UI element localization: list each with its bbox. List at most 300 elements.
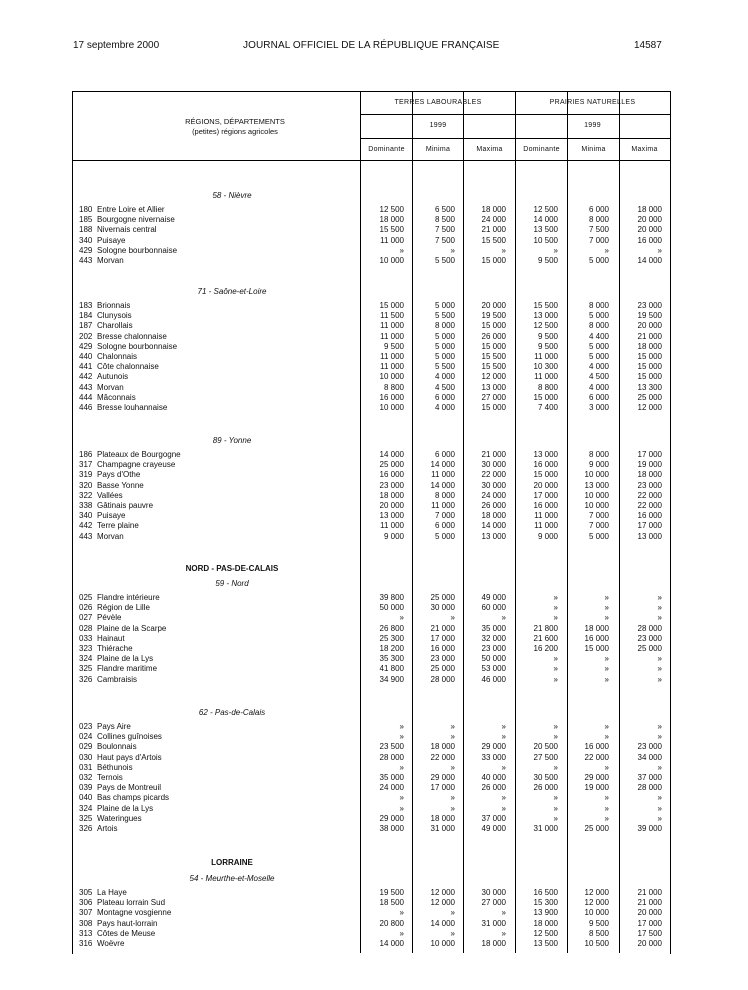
- table-row: [0, 205, 748, 215]
- region-name: [97, 215, 355, 225]
- region-name: [97, 301, 355, 311]
- value-cell: 10 500: [533, 235, 558, 245]
- value-cell: 10 000: [584, 908, 609, 918]
- value-cell: 15 000: [637, 352, 662, 361]
- value-cell: 8 000: [588, 450, 609, 459]
- value-cell: 25 000: [430, 664, 455, 674]
- value-cell: 27 000: [481, 392, 506, 402]
- value-cell: 5 000: [588, 341, 609, 351]
- region-name-label: Cambraisis: [97, 674, 138, 684]
- value-cell: 27 500: [533, 752, 558, 762]
- value-cell: »: [657, 803, 662, 813]
- table-row: [0, 939, 748, 949]
- value-cell: 39 000: [637, 824, 662, 833]
- value-cell: 34 900: [379, 674, 404, 684]
- value-cell: »: [450, 803, 455, 813]
- region-code: 319: [79, 470, 93, 480]
- value-cell: 16 000: [533, 501, 558, 510]
- region-name: [97, 793, 355, 803]
- value-cell: »: [450, 908, 455, 918]
- region-name: [97, 460, 355, 470]
- value-cell: 16 500: [533, 888, 558, 897]
- value-cell: 8 000: [588, 321, 609, 331]
- table-row: [0, 256, 748, 266]
- region-name: [97, 753, 355, 763]
- value-cell: 25 300: [379, 633, 404, 643]
- value-cell: 12 000: [430, 888, 455, 897]
- value-cell: 6 000: [434, 450, 455, 459]
- value-cell: »: [604, 803, 609, 813]
- value-cell: 12 000: [584, 888, 609, 897]
- region-name: [97, 722, 355, 732]
- region-code: 185: [79, 215, 93, 225]
- value-cell: 24 000: [379, 783, 404, 793]
- region-name-label: Plaine de la Scarpe: [97, 623, 167, 633]
- col-minima-1: Minima: [425, 146, 451, 153]
- region-name: [97, 393, 355, 403]
- region-name-label: Basse Yonne: [97, 480, 144, 490]
- value-cell: 20 000: [637, 321, 662, 331]
- region-code: 188: [79, 225, 93, 235]
- value-cell: 10 300: [533, 362, 558, 372]
- value-cell: 13 900: [533, 908, 558, 918]
- region-code: 305: [79, 888, 93, 897]
- value-cell: »: [604, 603, 609, 613]
- value-cell: 40 000: [481, 773, 506, 782]
- year-terres: 1999: [429, 122, 447, 129]
- value-cell: 5 000: [588, 256, 609, 265]
- value-cell: 11 000: [534, 511, 558, 521]
- value-cell: 35 000: [379, 773, 404, 782]
- table-row: [0, 624, 748, 634]
- region-code: 308: [79, 918, 93, 928]
- value-cell: 15 000: [481, 341, 506, 351]
- value-cell: 15 500: [379, 225, 404, 235]
- section-heading: NORD - PAS-DE-CALAIS: [185, 564, 279, 573]
- value-cell: 15 500: [533, 301, 558, 310]
- value-cell: 26 000: [533, 783, 558, 793]
- region-name-label: Béthunois: [97, 762, 133, 772]
- table-row: [0, 403, 748, 413]
- region-code: 440: [79, 352, 93, 361]
- region-name-label: Thiérache: [97, 644, 133, 653]
- table-row: [0, 783, 748, 793]
- value-cell: »: [657, 674, 662, 684]
- region-code: 323: [79, 644, 93, 653]
- value-cell: 17 000: [637, 521, 662, 531]
- region-code: 202: [79, 331, 93, 341]
- region-code: 032: [79, 773, 93, 782]
- region-name: [97, 763, 355, 773]
- value-cell: 28 000: [430, 674, 455, 684]
- region-code: 324: [79, 803, 93, 813]
- region-name-label: Région de Lille: [97, 603, 150, 613]
- value-cell: 11 000: [380, 362, 404, 372]
- value-cell: 18 000: [637, 470, 662, 480]
- table-row: [0, 613, 748, 623]
- value-cell: »: [501, 762, 506, 772]
- group-terres-labourables: TERRES LABOURABLES: [394, 99, 482, 106]
- value-cell: »: [553, 722, 558, 731]
- region-code: 187: [79, 321, 93, 331]
- value-cell: »: [399, 762, 404, 772]
- region-name: [97, 342, 355, 352]
- region-code: 024: [79, 732, 93, 742]
- value-cell: 22 000: [430, 752, 455, 762]
- value-cell: 11 000: [380, 321, 404, 331]
- value-cell: 24 000: [481, 215, 506, 225]
- table-row: [0, 521, 748, 531]
- value-cell: 20 500: [533, 742, 558, 752]
- value-cell: »: [450, 245, 455, 255]
- value-cell: 11 000: [431, 470, 455, 480]
- region-code: 443: [79, 382, 93, 392]
- value-cell: »: [604, 245, 609, 255]
- value-cell: 18 500: [379, 898, 404, 908]
- value-cell: 21 000: [481, 450, 506, 459]
- region-name: [97, 898, 355, 908]
- value-cell: »: [501, 803, 506, 813]
- value-cell: 14 000: [430, 918, 455, 928]
- section-heading: 62 - Pas-de-Calais: [198, 708, 266, 717]
- table-row: [0, 888, 748, 898]
- value-cell: 3 000: [588, 403, 609, 412]
- region-name: [97, 352, 355, 362]
- value-cell: 13 000: [379, 511, 404, 521]
- region-name: [97, 521, 355, 531]
- value-cell: »: [553, 732, 558, 742]
- value-cell: »: [657, 813, 662, 823]
- value-cell: 30 000: [481, 480, 506, 490]
- value-cell: 5 000: [588, 352, 609, 361]
- value-cell: 23 000: [481, 644, 506, 653]
- value-cell: 10 500: [584, 939, 609, 948]
- table-row: [0, 654, 748, 664]
- value-cell: »: [553, 613, 558, 623]
- region-code: 307: [79, 908, 93, 918]
- value-cell: 13 500: [533, 939, 558, 948]
- section-heading: 71 - Saône-et-Loire: [197, 287, 267, 296]
- value-cell: 19 500: [481, 311, 506, 321]
- value-cell: 16 000: [430, 644, 455, 653]
- table-row: [0, 824, 748, 834]
- value-cell: 8 000: [588, 215, 609, 225]
- value-cell: 14 000: [481, 521, 506, 531]
- value-cell: 7 400: [537, 403, 558, 412]
- value-cell: 11 000: [380, 521, 404, 531]
- region-code: 325: [79, 813, 93, 823]
- region-name: [97, 675, 355, 685]
- value-cell: »: [450, 732, 455, 742]
- region-name: [97, 939, 355, 949]
- region-name-label: Bourgogne nivernaise: [97, 215, 175, 225]
- region-code: 316: [79, 939, 93, 948]
- value-cell: 35 000: [481, 623, 506, 633]
- table-row: [0, 332, 748, 342]
- table-row: [0, 664, 748, 674]
- value-cell: 14 000: [379, 450, 404, 459]
- value-cell: 20 800: [379, 918, 404, 928]
- region-name: [97, 501, 355, 511]
- table-row: [0, 501, 748, 511]
- value-cell: 18 000: [637, 205, 662, 214]
- region-name-label: Sologne bourbonnaise: [97, 245, 178, 255]
- table-row: [0, 908, 748, 918]
- value-cell: 34 000: [637, 752, 662, 762]
- value-cell: »: [553, 803, 558, 813]
- region-code: 322: [79, 490, 93, 500]
- table-row: [0, 372, 748, 382]
- value-cell: »: [604, 722, 609, 731]
- region-name-label: Pays Aire: [97, 722, 131, 731]
- region-code: 186: [79, 450, 93, 459]
- region-code: 446: [79, 403, 93, 412]
- value-cell: 8 800: [537, 382, 558, 392]
- region-name: [97, 664, 355, 674]
- value-cell: »: [399, 928, 404, 938]
- value-cell: »: [553, 664, 558, 674]
- value-cell: »: [604, 654, 609, 664]
- value-cell: 20 000: [533, 480, 558, 490]
- table-row: [0, 593, 748, 603]
- value-cell: 20 000: [637, 215, 662, 225]
- value-cell: 17 000: [430, 633, 455, 643]
- region-code: 338: [79, 501, 93, 510]
- value-cell: 23 000: [637, 301, 662, 310]
- value-cell: 46 000: [481, 674, 506, 684]
- table-row: [0, 460, 748, 470]
- value-cell: 10 000: [430, 939, 455, 948]
- value-cell: »: [604, 793, 609, 803]
- value-cell: 7 000: [588, 235, 609, 245]
- value-cell: 4 500: [588, 372, 609, 382]
- value-cell: 33 000: [481, 752, 506, 762]
- value-cell: 12 000: [481, 372, 506, 382]
- value-cell: 53 000: [481, 664, 506, 674]
- table-row: [0, 342, 748, 352]
- value-cell: »: [657, 245, 662, 255]
- region-name: [97, 362, 355, 372]
- region-name: [97, 205, 355, 215]
- value-cell: 13 300: [637, 382, 662, 392]
- value-cell: 11 000: [380, 352, 404, 361]
- value-cell: 12 000: [637, 403, 662, 412]
- value-cell: 7 000: [434, 511, 455, 521]
- value-cell: »: [604, 593, 609, 602]
- value-cell: 9 000: [383, 531, 404, 541]
- value-cell: 22 000: [637, 490, 662, 500]
- value-cell: 5 500: [434, 362, 455, 372]
- value-cell: 15 000: [533, 392, 558, 402]
- value-cell: »: [657, 603, 662, 613]
- region-name-label: Haut pays d'Artois: [97, 752, 162, 762]
- value-cell: 10 000: [379, 403, 404, 412]
- value-cell: 22 000: [481, 470, 506, 480]
- value-cell: 5 000: [588, 531, 609, 541]
- value-cell: »: [604, 813, 609, 823]
- value-cell: »: [501, 722, 506, 731]
- value-cell: 5 500: [434, 256, 455, 265]
- table-row: [0, 301, 748, 311]
- value-cell: »: [501, 613, 506, 623]
- value-cell: 25 000: [584, 824, 609, 833]
- region-code: 031: [79, 762, 93, 772]
- region-code: 317: [79, 460, 93, 470]
- region-code: 027: [79, 613, 93, 623]
- region-name-label: Terre plaine: [97, 521, 139, 531]
- region-name-label: Autunois: [97, 372, 129, 382]
- value-cell: 12 500: [379, 205, 404, 214]
- value-cell: »: [450, 722, 455, 731]
- region-name-label: Plateaux de Bourgogne: [97, 450, 181, 459]
- value-cell: 4 000: [588, 382, 609, 392]
- region-name-label: Wateringues: [97, 813, 142, 823]
- value-cell: 11 000: [380, 235, 404, 245]
- region-name: [97, 929, 355, 939]
- region-code: 183: [79, 301, 93, 310]
- value-cell: 4 000: [434, 403, 455, 412]
- value-cell: 39 800: [379, 593, 404, 602]
- table-row: [0, 722, 748, 732]
- value-cell: »: [657, 793, 662, 803]
- value-cell: 18 000: [430, 742, 455, 752]
- value-cell: 7 500: [434, 225, 455, 235]
- region-name-label: Nivernais central: [97, 225, 157, 235]
- region-code: 441: [79, 362, 93, 372]
- region-name-label: Bresse louhannaise: [97, 403, 168, 412]
- value-cell: 10 000: [379, 372, 404, 382]
- value-cell: 26 800: [379, 623, 404, 633]
- value-cell: »: [553, 674, 558, 684]
- table-row: [0, 481, 748, 491]
- region-code: 442: [79, 372, 93, 382]
- value-cell: 23 000: [637, 742, 662, 752]
- value-cell: 31 000: [533, 824, 558, 833]
- value-cell: »: [501, 908, 506, 918]
- value-cell: 17 000: [533, 490, 558, 500]
- region-name-label: Morvan: [97, 382, 124, 392]
- value-cell: 11 000: [534, 521, 558, 531]
- region-code: 026: [79, 603, 93, 613]
- region-name-label: Clunysois: [97, 311, 132, 321]
- value-cell: »: [501, 732, 506, 742]
- value-cell: 13 500: [533, 225, 558, 235]
- value-cell: 20 000: [637, 225, 662, 235]
- value-cell: 17 000: [430, 783, 455, 793]
- region-code: 429: [79, 341, 93, 351]
- region-name: [97, 491, 355, 501]
- value-cell: »: [657, 613, 662, 623]
- region-name: [97, 532, 355, 542]
- value-cell: »: [604, 732, 609, 742]
- value-cell: »: [553, 813, 558, 823]
- table-row: [0, 814, 748, 824]
- region-name-label: Flandre intérieure: [97, 593, 160, 602]
- value-cell: »: [657, 722, 662, 731]
- value-cell: 8 000: [588, 301, 609, 310]
- value-cell: 17 000: [637, 918, 662, 928]
- region-name: [97, 654, 355, 664]
- value-cell: 4 000: [588, 362, 609, 372]
- value-cell: »: [399, 908, 404, 918]
- table-row: [0, 450, 748, 460]
- value-cell: »: [657, 654, 662, 664]
- value-cell: 50 000: [481, 654, 506, 664]
- region-code: 325: [79, 664, 93, 674]
- col-dominante-1: Dominante: [368, 146, 405, 153]
- value-cell: 26 000: [481, 501, 506, 510]
- value-cell: 18 200: [379, 644, 404, 653]
- value-cell: 9 500: [537, 331, 558, 341]
- value-cell: 8 000: [434, 321, 455, 331]
- value-cell: »: [553, 654, 558, 664]
- value-cell: »: [553, 603, 558, 613]
- region-name-label: Pays de Montreuil: [97, 783, 162, 793]
- table-row: [0, 225, 748, 235]
- value-cell: 5 000: [434, 301, 455, 310]
- value-cell: 21 600: [533, 633, 558, 643]
- value-cell: 16 000: [379, 470, 404, 480]
- region-name-label: Plateau lorrain Sud: [97, 898, 166, 908]
- value-cell: 37 000: [481, 813, 506, 823]
- value-cell: 14 000: [533, 215, 558, 225]
- region-code: 029: [79, 742, 93, 752]
- region-code: 033: [79, 633, 93, 643]
- region-code: 443: [79, 531, 93, 541]
- value-cell: 15 000: [533, 470, 558, 480]
- value-cell: 14 000: [379, 939, 404, 948]
- value-cell: 17 000: [637, 450, 662, 459]
- value-cell: 15 000: [481, 321, 506, 331]
- value-cell: »: [450, 928, 455, 938]
- region-code: 340: [79, 235, 93, 245]
- value-cell: 12 500: [533, 928, 558, 938]
- table-row: [0, 644, 748, 654]
- col-maxima-1: Maxima: [476, 146, 503, 153]
- value-cell: 16 000: [533, 460, 558, 470]
- value-cell: 49 000: [481, 593, 506, 602]
- region-name-label: Morvan: [97, 256, 124, 265]
- region-code: 444: [79, 392, 93, 402]
- region-name: [97, 256, 355, 266]
- region-code: 429: [79, 245, 93, 255]
- value-cell: 25 000: [379, 460, 404, 470]
- col-dominante-2: Dominante: [523, 146, 560, 153]
- value-cell: »: [553, 593, 558, 602]
- region-name-label: Entre Loire et Allier: [97, 205, 165, 214]
- value-cell: 16 000: [584, 633, 609, 643]
- region-name-label: Ternois: [97, 773, 123, 782]
- region-name: [97, 634, 355, 644]
- region-label-1: RÉGIONS, DÉPARTEMENTS: [185, 117, 285, 126]
- value-cell: 13 000: [584, 480, 609, 490]
- region-name: [97, 481, 355, 491]
- region-name-label: Morvan: [97, 531, 124, 541]
- value-cell: »: [604, 762, 609, 772]
- table-row: [0, 929, 748, 939]
- region-code: 040: [79, 793, 93, 803]
- value-cell: 15 500: [481, 235, 506, 245]
- value-cell: 15 500: [481, 362, 506, 372]
- table-row: [0, 732, 748, 742]
- value-cell: 28 000: [637, 623, 662, 633]
- region-name-label: Chalonnais: [97, 352, 138, 361]
- region-name: [97, 311, 355, 321]
- region-code: 023: [79, 722, 93, 731]
- value-cell: »: [553, 762, 558, 772]
- value-cell: 25 000: [637, 644, 662, 653]
- value-cell: 27 000: [481, 898, 506, 908]
